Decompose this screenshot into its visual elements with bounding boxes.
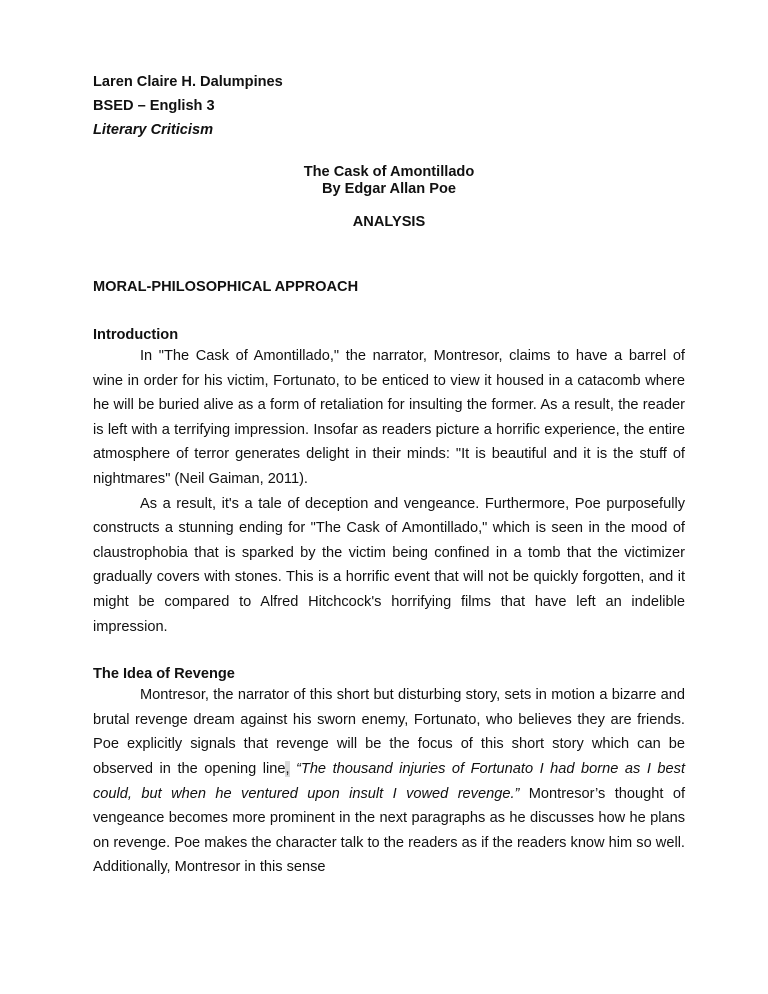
highlighted-comma: , — [285, 760, 290, 777]
analysis-label: ANALYSIS — [352, 214, 426, 230]
revenge-paragraph — [93, 683, 685, 880]
course-line: BSED – English 3 — [93, 98, 215, 114]
introduction-heading: Introduction — [93, 327, 179, 343]
opening-line-quote: “The thousand injuries of Fortunato I had borne as I best could, but when he ventured upon insult I vowed revenge.” — [93, 760, 686, 802]
work-title: The Cask of Amontillado — [303, 164, 475, 180]
introduction-paragraph-2: As a result, it's a tale of deception and vengeance. Furthermore, Poe purposefully constructs a stunning ending for "The Cask of Amontillado," which is seen in the mood of claustrophobia that is sparked by the victim being confined in a tomb that the victimizer gradually covers with stones. This is a horrific event that will not be quickly forgotten, and it might be compared to Alfred Hitchcock's horrifying films that have left an indelible impression. — [93, 495, 685, 635]
revenge-heading: The Idea of Revenge — [93, 666, 235, 683]
title-block — [93, 164, 685, 198]
revenge-text-after: Montresor’s thought of vengeance becomes more prominent in the next paragraphs as he discusses how he plans on revenge. Poe makes the character talk to the readers as if the readers know him so well. Additionally, Montresor in this sense — [93, 785, 685, 876]
subject-line: Literary Criticism — [93, 122, 214, 138]
work-byline: By Edgar Allan Poe — [321, 181, 457, 197]
author-name: Laren Claire H. Dalumpines — [93, 74, 283, 90]
revenge-text-before: Montresor, the narrator of this short but disturbing story, sets in motion a bizarre and brutal revenge dream against his sworn enemy, Fortunato, who believes they are friends. Poe explicitly signals that revenge will be the focus of this short story which can be observed in the opening line — [93, 687, 685, 777]
approach-heading: MORAL-PHILOSOPHICAL APPROACH — [93, 279, 359, 295]
document-page — [93, 70, 685, 880]
introduction-paragraph-1: In "The Cask of Amontillado," the narrator, Montresor, claims to have a barrel of wine in order for his victim, Fortunato, to be enticed to view it housed in a catacomb where he will be buried alive as a form of retaliation for insulting the former. As a result, the reader is left with a terrifying impression. Insofar as readers picture a horrific experience, the entire atmosphere of terror generates delight in their minds: "It is beautiful and it is the stuff of nightmares" (Neil Gaiman, 2011). — [93, 348, 685, 487]
